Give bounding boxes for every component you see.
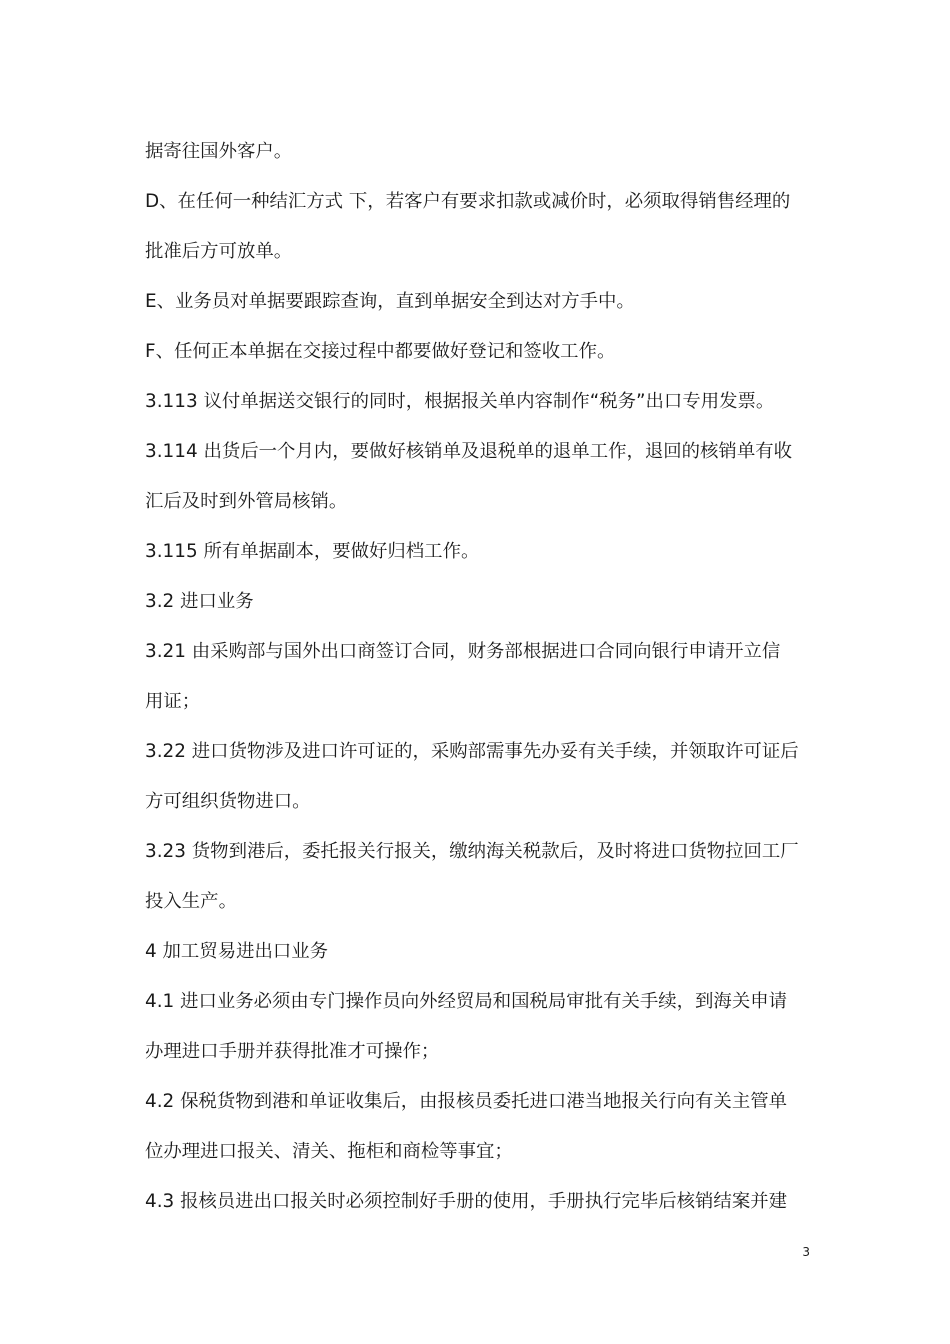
text-line: 批准后方可放单。 bbox=[145, 241, 293, 262]
section-heading: 4 加工贸易进出口业务 bbox=[145, 941, 329, 962]
text-line: 3.114 出货后一个月内，要做好核销单及退税单的退单工作，退回的核销单有收 bbox=[145, 441, 792, 462]
text-line: 3.21 由采购部与国外出口商签订合同，财务部根据进口合同向银行申请开立信 bbox=[145, 641, 781, 662]
text-line: 3.23 货物到港后，委托报关行报关，缴纳海关税款后，及时将进口货物拉回工厂 bbox=[145, 841, 799, 862]
text-line: 4.1 进口业务必须由专门操作员向外经贸局和国税局审批有关手续，到海关申请 bbox=[145, 991, 787, 1012]
text-line: 位办理进口报关、清关、拖柜和商检等事宜； bbox=[145, 1141, 513, 1162]
text-line: 3.22 进口货物涉及进口许可证的，采购部需事先办妥有关手续，并领取许可证后 bbox=[145, 741, 799, 762]
text-line: 据寄往国外客户。 bbox=[145, 141, 293, 162]
text-line: 4.2 保税货物到港和单证收集后，由报核员委托进口港当地报关行向有关主管单 bbox=[145, 1091, 787, 1112]
text-line: 方可组织货物进口。 bbox=[145, 791, 311, 812]
text-line: 4.3 报核员进出口报关时必须控制好手册的使用，手册执行完毕后核销结案并建 bbox=[145, 1191, 787, 1212]
text-line: 3.115 所有单据副本，要做好归档工作。 bbox=[145, 541, 480, 562]
document-body bbox=[145, 130, 810, 1230]
text-line: 办理进口手册并获得批准才可操作； bbox=[145, 1041, 440, 1062]
text-line: 用证； bbox=[145, 691, 201, 712]
text-line: 汇后及时到外管局核销。 bbox=[145, 491, 348, 512]
text-line: D、在任何一种结汇方式 下，若客户有要求扣款或减价时，必须取得销售经理的 bbox=[145, 191, 791, 212]
text-line: E、业务员对单据要跟踪查询，直到单据安全到达对方手中。 bbox=[145, 291, 635, 312]
text-line: 3.113 议付单据送交银行的同时，根据报关单内容制作“税务”出口专用发票。 bbox=[145, 391, 775, 412]
text-line: F、任何正本单据在交接过程中都要做好登记和签收工作。 bbox=[145, 341, 616, 362]
text-line: 投入生产。 bbox=[145, 891, 237, 912]
section-heading: 3.2 进口业务 bbox=[145, 591, 254, 612]
page-number: 3 bbox=[802, 1245, 810, 1259]
